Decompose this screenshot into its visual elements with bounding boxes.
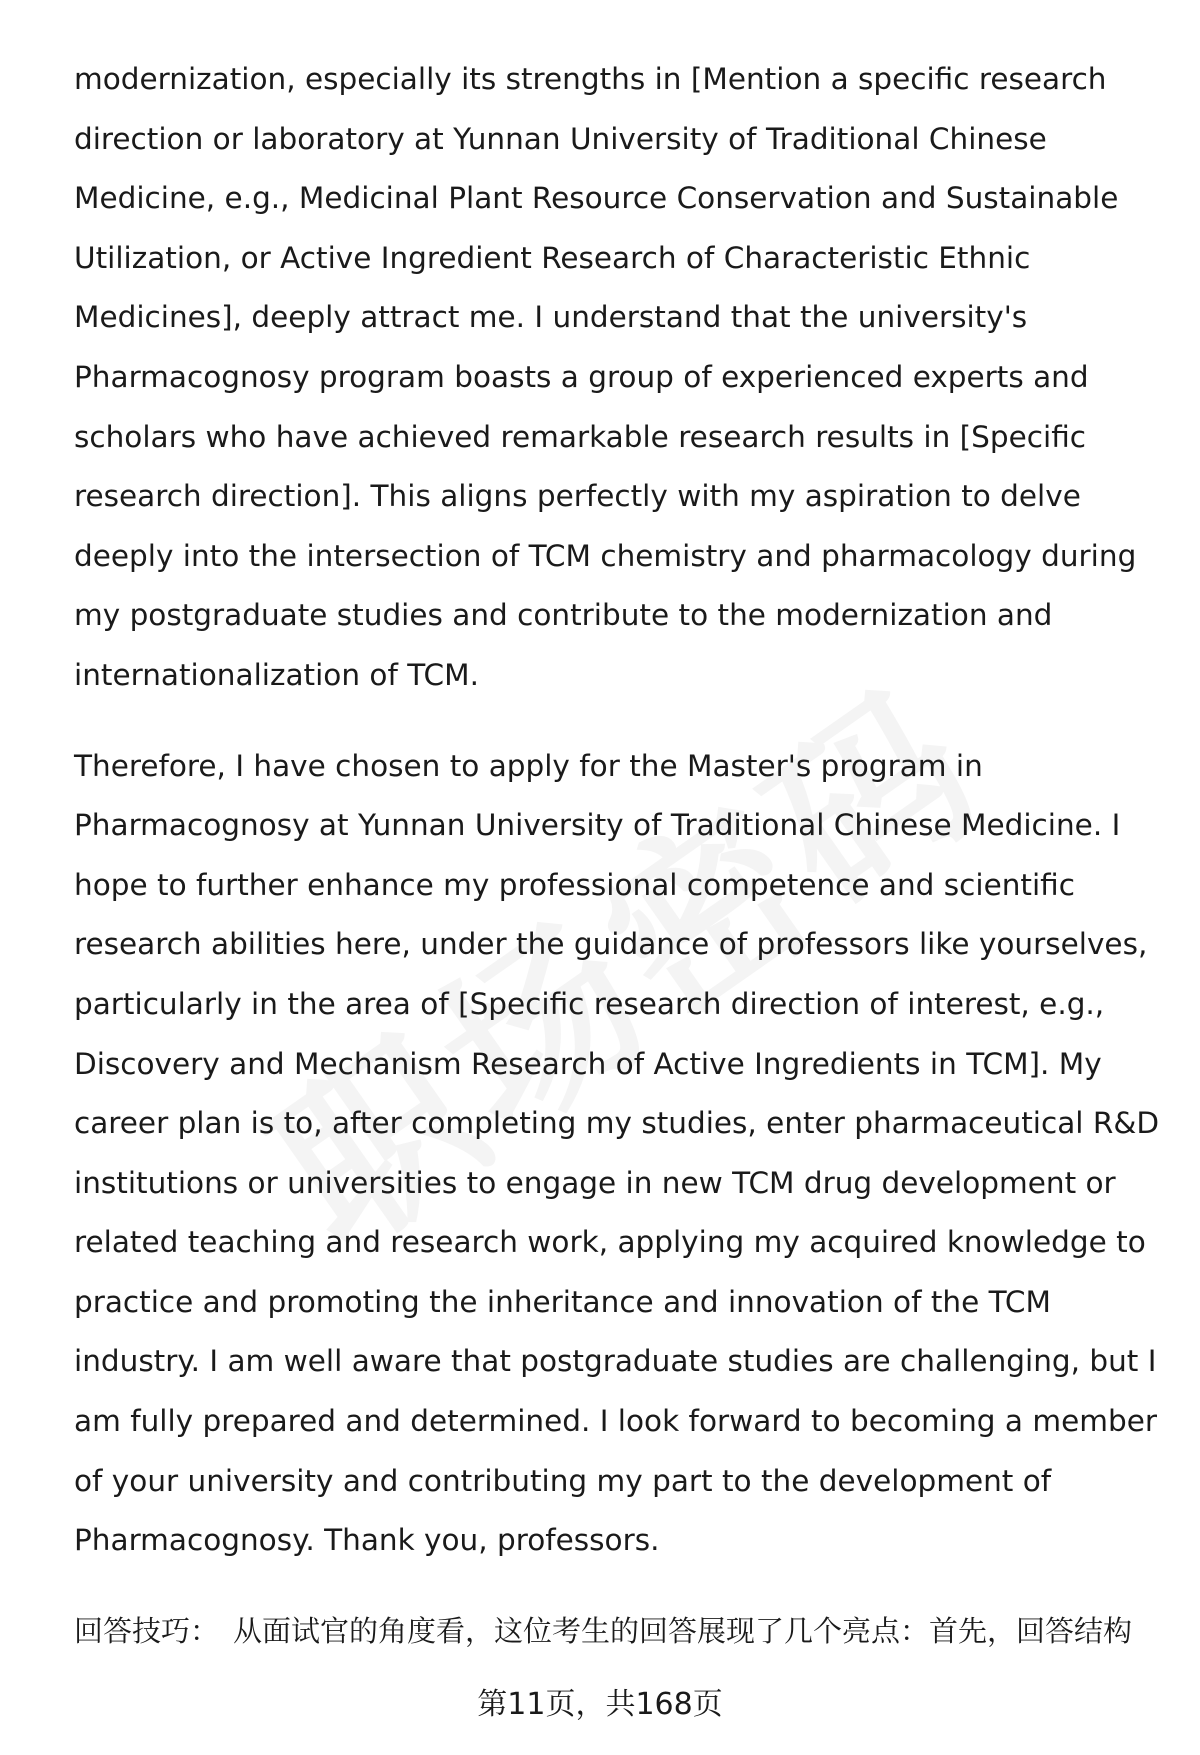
answer-tip [74,1602,1164,1661]
answer-tip-label: 回答技巧： [74,1613,220,1648]
page-indicator: 第11页，共168页 [477,1687,723,1722]
document-body [74,50,1164,1661]
answer-tip-text: 从面试官的角度看，这位考生的回答展现了几个亮点：首先，回答结构 [233,1613,1133,1648]
paragraph-1: modernization, especially its strengths in [Mention a specific research direction or laboratory at Yunnan University of Traditional Chinese Medicine, e.g., Medicinal Plant Resource Conservation and Sustainable Utilization, or Active Ingredient Research of Characteristic Ethnic Medicines], deeply attract me. I understand that the university's Pharmacognosy program boasts a group of experienced experts and scholars who have achieved remarkable research results in [Specific research direction]. This aligns perfectly with my aspiration to delve deeply into the intersection of TCM chemistry and pharmacology during my postgraduate studies and contribute to the modernization and internationalization of TCM. [74,62,1137,692]
paragraph-2: Therefore, I have chosen to apply for the Master's program in Pharmacognosy at Yunnan University of Traditional Chinese Medicine. I hope to further enhance my professional competence and scientific research abilities here, under the guidance of professors like yourselves, particularly in the area of [Specific research direction of interest, e.g., Discovery and Mechanism Research of Active Ingredients in TCM]. My career plan is to, after completing my studies, enter pharmaceutical R&D institutions or universities to engage in new TCM drug development or related teaching and research work, applying my acquired knowledge to practice and promoting the inheritance and innovation of the TCM industry. I am well aware that postgraduate studies are challenging, but I am fully prepared and determined. I look forward to becoming a member of your university and contributing my part to the development of Pharmacognosy. Thank you, professors. [74,748,1160,1558]
